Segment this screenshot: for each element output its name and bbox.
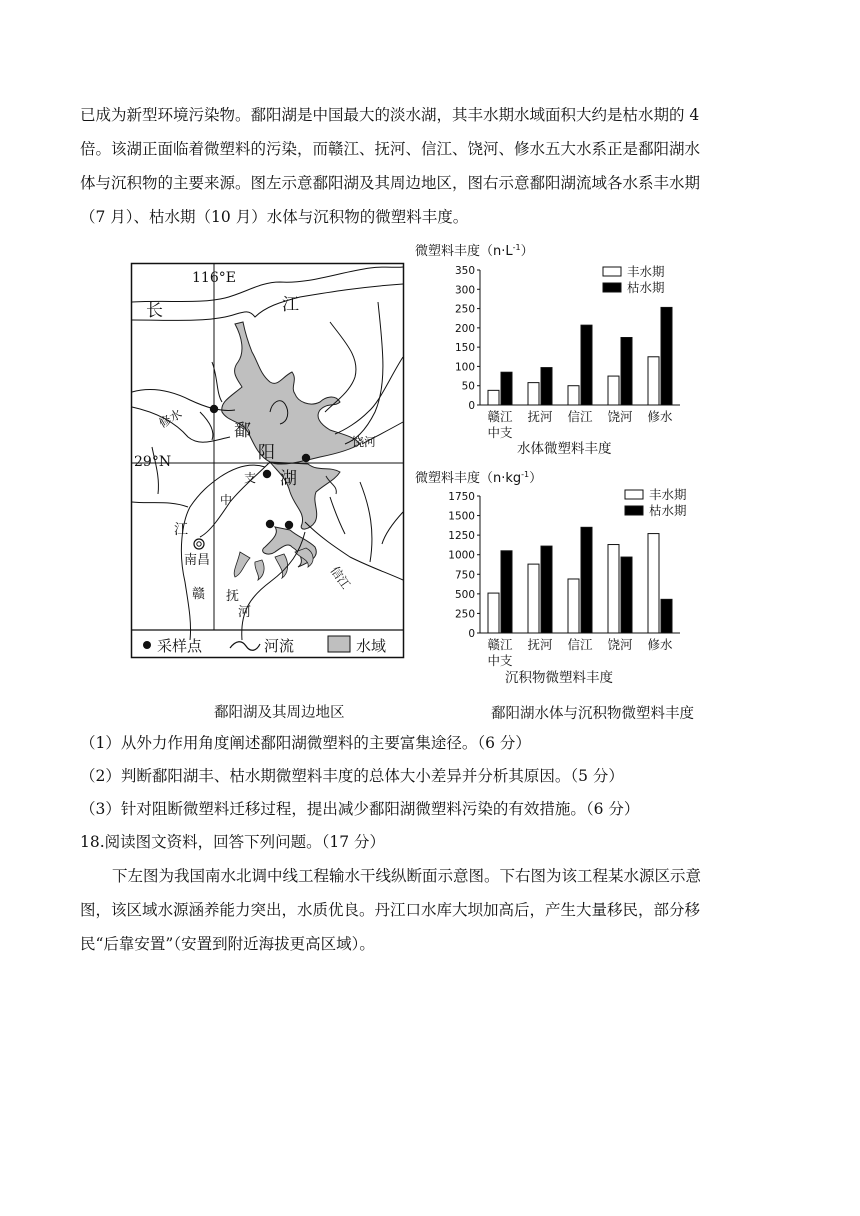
y-tick-label: 350 xyxy=(454,265,475,277)
ganjiang-label: 赣 xyxy=(192,587,206,602)
y-tick-label: 1000 xyxy=(448,549,475,562)
bar-wet xyxy=(568,579,579,633)
xinjiang-label: 信江 xyxy=(327,563,353,592)
intro-line: 已成为新型环境污染物。鄱阳湖是中国最大的淡水湖，其丰水期水域面积大约是枯水期的 4 xyxy=(80,106,700,124)
sample-point xyxy=(263,470,271,478)
yangtze-label: 长 xyxy=(146,301,163,321)
y-tick-label: 1750 xyxy=(448,491,475,503)
y-tick-label: 0 xyxy=(468,400,475,412)
bar-dry xyxy=(501,372,512,405)
ganjiang-branch-label: 中 xyxy=(220,493,233,507)
bar-wet xyxy=(648,357,659,405)
question-3: （3）针对阻断微塑料迁移过程，提出减少鄱阳湖微塑料污染的有效措施。（6 分） xyxy=(80,800,640,818)
legend-swatch xyxy=(603,283,621,292)
poyang-map xyxy=(130,262,405,660)
bar-wet xyxy=(608,545,619,633)
bar-wet xyxy=(528,383,539,405)
x-tick-label: 信江 xyxy=(567,409,593,424)
intro-line: 倍。该湖正面临着微塑料的污染，而赣江、抚河、信江、饶河、修水五大水系正是鄱阳湖水 xyxy=(80,140,701,158)
bar-dry xyxy=(661,599,672,633)
x-tick-label: 抚河 xyxy=(527,409,553,424)
legend-label: 丰水期 xyxy=(649,487,687,502)
bar-wet xyxy=(528,564,539,633)
bar-dry xyxy=(621,338,632,406)
q18-line: 民“后靠安置”（安置到附近海拔更高区域）。 xyxy=(80,935,375,953)
y-axis-label: 微塑料丰度$(n\cdot L^{-1})$ xyxy=(415,243,534,259)
bar-wet xyxy=(648,534,659,633)
bar-dry xyxy=(581,527,592,633)
x-tick-label: 赣江 xyxy=(487,409,513,424)
bar-wet xyxy=(488,390,499,405)
lake-label: 阳 xyxy=(258,443,275,463)
question-1: （1）从外力作用角度阐述鄱阳湖微塑料的主要富集途径。（6 分） xyxy=(80,734,531,752)
question-18-heading: 18.阅读图文资料，回答下列问题。（17 分） xyxy=(80,833,386,851)
intro-line: 体与沉积物的主要来源。图左示意鄱阳湖及其周边地区，图右示意鄱阳湖流域各水系丰水期 xyxy=(80,174,701,192)
y-tick-label: 250 xyxy=(454,303,475,316)
sample-point xyxy=(285,521,293,529)
x-tick-label: 赣江 xyxy=(487,637,513,652)
chart-title: 沉积物微塑料丰度 xyxy=(505,670,613,686)
ganjiang-label: 江 xyxy=(174,522,188,538)
x-tick-label: 饶河 xyxy=(607,637,633,652)
x-tick-label: 饶河 xyxy=(607,409,633,424)
bar-dry xyxy=(541,368,552,405)
water-microplastic-chart xyxy=(405,240,710,462)
y-tick-label: 1500 xyxy=(448,510,475,523)
fuhe-label: 河 xyxy=(238,605,252,620)
x-tick-label: 中支 xyxy=(487,653,513,668)
bar-wet xyxy=(608,376,619,405)
y-tick-label: 250 xyxy=(454,608,475,621)
sample-point xyxy=(302,454,310,462)
y-tick-label: 500 xyxy=(454,588,475,601)
intro-line: （7 月）、枯水期（10 月）水体与沉积物的微塑料丰度。 xyxy=(80,208,469,226)
bar-wet xyxy=(488,593,499,633)
raohe-label: 饶河 xyxy=(352,435,377,449)
y-tick-label: 0 xyxy=(468,628,475,640)
q18-line: 图，该区域水源涵养能力突出，水质优良。丹江口水库大坝加高后，产生大量移民，部分移 xyxy=(80,901,701,919)
chart-title: 水体微塑料丰度 xyxy=(517,441,612,457)
lake-label: 湖 xyxy=(280,469,297,489)
legend-label: 枯水期 xyxy=(649,503,687,518)
y-tick-label: 200 xyxy=(454,322,475,335)
x-tick-label: 信江 xyxy=(567,637,593,652)
legend-swatch xyxy=(625,490,643,499)
y-tick-label: 300 xyxy=(454,284,475,297)
legend-river: 河流 xyxy=(264,637,295,655)
x-tick-label: 修水 xyxy=(647,409,673,424)
bar-dry xyxy=(541,546,552,633)
xiushui-label: 修水 xyxy=(156,406,185,431)
legend-label: 枯水期 xyxy=(627,280,665,295)
sample-point xyxy=(210,405,218,413)
ganjiang-branch-label: 支 xyxy=(244,471,257,485)
lake-label: 鄱 xyxy=(234,421,251,441)
x-tick-label: 抚河 xyxy=(527,637,553,652)
legend-sample: 采样点 xyxy=(157,637,203,655)
longitude-label: 116°E xyxy=(192,270,236,286)
legend-water-icon xyxy=(328,636,350,652)
legend-swatch xyxy=(603,267,621,276)
bar-wet xyxy=(568,386,579,405)
y-tick-label: 50 xyxy=(461,380,475,393)
y-tick-label: 750 xyxy=(454,569,475,582)
x-tick-label: 中支 xyxy=(487,425,513,440)
y-tick-label: 150 xyxy=(454,342,475,355)
bar-dry xyxy=(581,325,592,405)
question-2: （2）判断鄱阳湖丰、枯水期微塑料丰度的总体大小差异并分析其原因。（5 分） xyxy=(80,767,624,785)
bar-dry xyxy=(661,307,672,405)
x-tick-label: 修水 xyxy=(647,637,673,652)
yangtze-label: 江 xyxy=(282,295,299,315)
legend-label: 丰水期 xyxy=(627,264,665,279)
y-tick-label: 100 xyxy=(454,361,475,374)
bar-dry xyxy=(621,557,632,633)
fuhe-label: 抚 xyxy=(226,589,240,604)
map-caption: 鄱阳湖及其周边地区 xyxy=(214,705,345,721)
sample-point xyxy=(266,520,274,528)
legend-swatch xyxy=(625,506,643,515)
legend-water: 水域 xyxy=(356,637,387,655)
q18-line: 下左图为我国南水北调中线工程输水干线纵断面示意图。下右图为该工程某水源区示意 xyxy=(112,867,702,885)
latitude-label: 29°N xyxy=(134,454,172,470)
y-tick-label: 1250 xyxy=(448,530,475,543)
sediment-microplastic-chart xyxy=(405,466,710,690)
bar-dry xyxy=(501,551,512,633)
y-axis-label: 微塑料丰度$(n\cdot kg^{-1})$ xyxy=(415,470,543,486)
nanchang-label: 南昌 xyxy=(184,553,211,568)
charts-caption: 鄱阳湖水体与沉积物微塑料丰度 xyxy=(491,706,694,722)
